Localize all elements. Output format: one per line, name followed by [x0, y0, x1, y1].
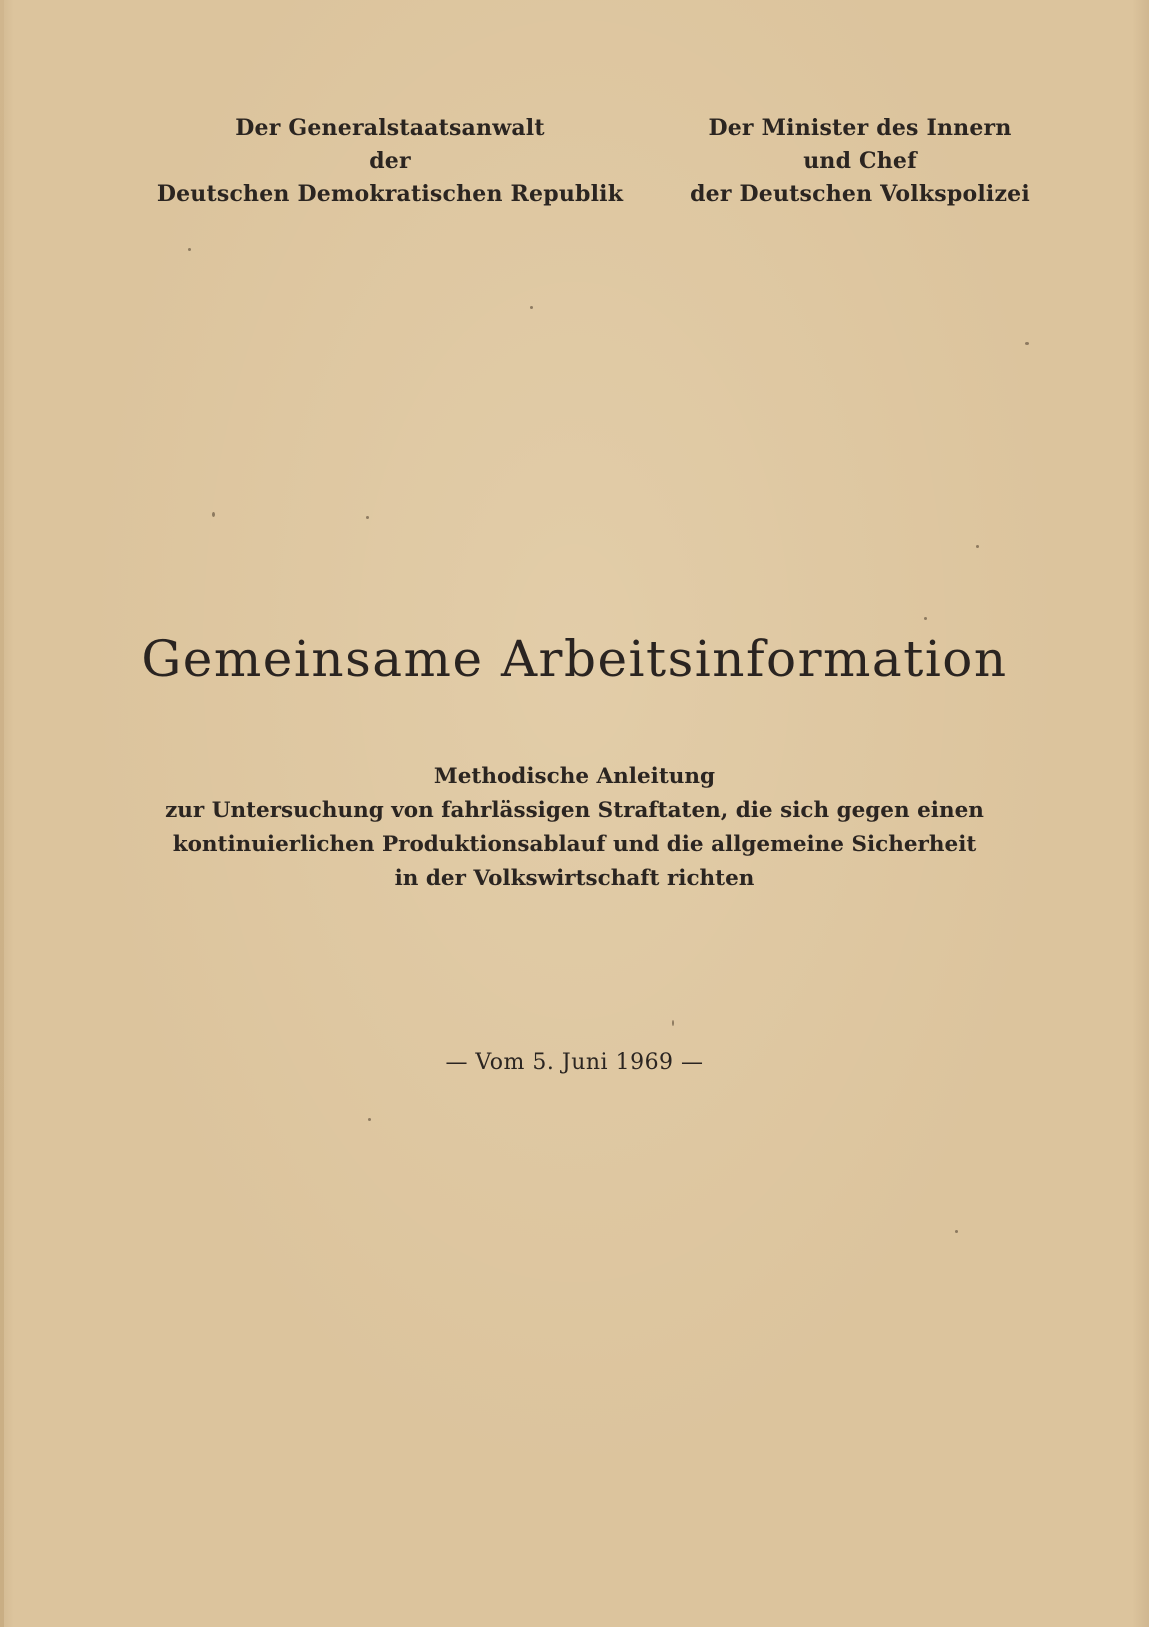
authority-line: Deutschen Demokratischen Republik	[156, 181, 624, 207]
document-date: — Vom 5. Juni 1969 —	[445, 1050, 704, 1075]
paper-speck	[924, 617, 927, 620]
paper-speck	[976, 545, 979, 548]
authority-line: der Deutschen Volkspolizei	[690, 181, 1030, 207]
paper-speck	[530, 306, 533, 309]
document-header	[0, 112, 1149, 212]
paper-speck	[366, 516, 369, 519]
authority-prosecutor-general	[150, 112, 630, 211]
document-subtitle	[0, 760, 1149, 896]
subtitle-line: in der Volkswirtschaft richten	[394, 866, 755, 891]
authority-line: der	[369, 148, 411, 174]
paper-speck	[188, 248, 191, 251]
authority-line: Der Generalstaatsanwalt	[235, 115, 545, 141]
paper-speck	[955, 1230, 958, 1233]
authority-interior-minister	[660, 112, 1060, 211]
paper-speck	[212, 512, 215, 517]
subtitle-line: kontinuierlichen Produktionsablauf und die allgemeine Sicherheit	[172, 832, 977, 857]
document-title: Gemeinsame Arbeitsinformation	[141, 630, 1008, 688]
paper-speck	[368, 1118, 371, 1121]
subtitle-line: zur Untersuchung von fahrlässigen Straftaten, die sich gegen einen	[165, 798, 984, 823]
authority-line: Der Minister des Innern	[708, 115, 1012, 141]
paper-speck	[672, 1020, 674, 1026]
authority-line: und Chef	[803, 148, 917, 174]
subtitle-line: Methodische Anleitung	[433, 764, 716, 789]
paper-speck	[1025, 342, 1029, 345]
